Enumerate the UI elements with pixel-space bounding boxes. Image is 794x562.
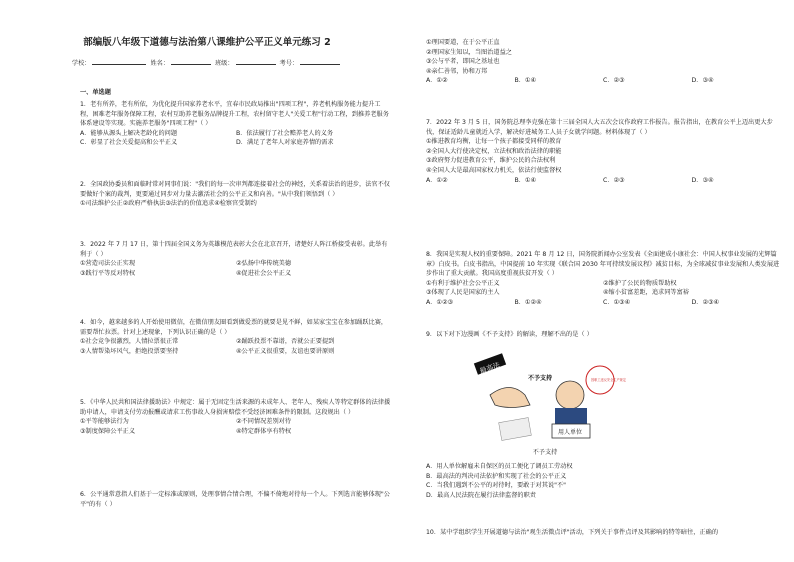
- question-5: [80, 398, 392, 436]
- question-stem: 7．2022 年 3 月 5 日，国务院总理李克强在第十三届全国人大五次会议作政府工作报告。报告指出，在教育公平上迈出更大步伐，保证适龄儿童就近入学，解决好进城务工人员子女就学问题。材料体现了（ ）: [426, 119, 773, 136]
- option[interactable]: ①有利于维护社会公平正义: [426, 279, 500, 287]
- id-label: 考号：: [279, 60, 299, 67]
- choice[interactable]: B．①②④: [514, 299, 542, 307]
- student-info-line: [20, 58, 394, 69]
- choice[interactable]: A．①②③: [426, 299, 454, 307]
- id-field[interactable]: [300, 58, 340, 65]
- name-label: 姓名：: [150, 60, 170, 67]
- choice[interactable]: D．②③④: [691, 299, 720, 307]
- option[interactable]: ②理国家生知以，当图治道益之: [426, 48, 512, 56]
- option[interactable]: B．依法履行了社会赡养老人的义务: [236, 129, 334, 137]
- option[interactable]: ①社会竞争很激烈，人情拉票很正常: [80, 338, 179, 346]
- option[interactable]: C．当我们遇到不公平的对待时，要敢于对其说"不": [426, 482, 566, 490]
- option[interactable]: B．最高法的判决司法依护和实现了社会的公平正义: [426, 472, 567, 480]
- question-4: [80, 318, 392, 356]
- option[interactable]: ④特定群体享有特权: [236, 427, 292, 435]
- cartoon-document-text: 因职工违反安全生产规定: [591, 378, 627, 382]
- option[interactable]: ①营造司法公正实现: [80, 260, 136, 268]
- option[interactable]: ②不同情况差别对待: [236, 418, 292, 426]
- question-8: [426, 250, 780, 308]
- question-stem: 8．我国是实现人权的重要保障。2021 年 8 月 12 日，国务院新闻办公室发表《全面建成小康社会：中国人权事业发展的光辉篇章》白皮书。白皮书指出，中国提前 10 年实现《联合国 2030 年可持续发展议程》减贫目标，为全球减贫事业发展和人类发展进步作出了重大贡献。我国高度重视扶贫开发（ ）: [426, 251, 780, 278]
- option[interactable]: ②全国人大行使决定权，立法权和政治法律的职能: [426, 147, 562, 155]
- question-1: [80, 100, 392, 148]
- question-stem: 6．公平通常意指人们基于一定标准或原则，处理事情合情合理，不偏不倚地对待每一个人。下列选言能够体现"公平"的有（ ）: [80, 491, 390, 508]
- choice[interactable]: C．②③: [603, 176, 625, 184]
- name-field[interactable]: [171, 58, 211, 65]
- option[interactable]: ②维护了公民的物质帮助权: [603, 279, 677, 287]
- option[interactable]: D．满足了老年人对家庭养情的需求: [236, 139, 334, 147]
- option[interactable]: ①推进教育均衡，让每一个孩子都接受同样的教育: [426, 138, 562, 146]
- option[interactable]: ④亲仁善邻，协和万邦: [426, 67, 488, 75]
- question-stem: 4．如今，越来越多的人开始使用微信，在微信朋友圈看到做爱票的就要是见不鲜，如某家宝宝在参加踊跃比赛，需要帮忙拉票。针对上述现象，下列认识正确的是（ ）: [80, 319, 388, 336]
- option[interactable]: ④促进社会公平正义: [236, 269, 292, 277]
- question-stem: 2．全国政协委员和面临时常对同事们说："我们的每一次审判都连接着社会的神经，关系着法治的进步，法官不仅要做好个案的裁判，更要通过同步对力量去激活社会的公平正义和向善。"从中我们领悟到（ ）: [80, 181, 390, 198]
- option[interactable]: ①平等能够法行为: [80, 418, 129, 426]
- option[interactable]: ③人情帮染坏风气，拒绝投票要坚持: [80, 347, 179, 355]
- option[interactable]: ④全国人大是最高国家权力机关，依法行使监督权: [426, 167, 562, 175]
- question-6-options: [426, 38, 780, 86]
- question-stem: 9．以下对下边漫画《不予支持》的解读，理解不出的是（ ）: [426, 331, 593, 338]
- question-10: [426, 528, 780, 538]
- question-stem: 1．老有所养，老有所依，为优化提升国家养老水平，宜春市民政局推出"四项工程"，养老机构服务能力提升工程，困难老年服务保障工程，农村互助养老服务品牌提升工程，农村留守老人"关爱工程"行动工程，到推养老服务体系建设等实现。实施养老服务"四项工程"（ ）: [80, 101, 389, 128]
- question-stem: 5．《中华人民共和国法律援助法》中规定：属于无固定生活来源的未成年人、老年人、残疾人等特定群体的法律援助申请人，申请支付劳动报酬或请求工伤事故人身损害赔偿不受经济困难条件的限制。这段规出（ ）: [80, 399, 391, 416]
- cartoon-desk-text: 用人单位: [558, 429, 583, 436]
- choice[interactable]: D．③④: [691, 77, 714, 85]
- option[interactable]: ③公与平者，即国之基址也: [426, 58, 500, 66]
- option[interactable]: ④公平正义很重要，友谊也要讲原则: [236, 347, 335, 355]
- class-field[interactable]: [236, 58, 276, 65]
- choice[interactable]: A．①②: [426, 77, 448, 85]
- option[interactable]: ③政府努力促进教育公平，维护公民的合法权利: [426, 157, 556, 165]
- choice[interactable]: D．③④: [691, 176, 714, 184]
- option[interactable]: C．彰显了社会关爱提高和公平正义: [80, 139, 178, 147]
- question-9: [426, 330, 780, 340]
- cartoon-sign-text: 最高法: [478, 360, 502, 376]
- question-stem: 10．某中学组织学生开展道德与法治"观生活微点评"活动，下列关于事件点评及其影响的特等暗往，正确的: [426, 529, 719, 536]
- question-6: [80, 490, 392, 509]
- choice[interactable]: C．①③④: [603, 299, 631, 307]
- option[interactable]: ③体现了人民是国家的主人: [426, 289, 500, 297]
- question-3: [80, 240, 392, 278]
- option[interactable]: ④缩小贫富差距，追求同等富裕: [603, 289, 689, 297]
- option[interactable]: ①理国要道，在于公平正直: [426, 39, 500, 46]
- class-label: 班级：: [214, 60, 234, 67]
- choice[interactable]: A．①②: [426, 176, 448, 184]
- question-2: [80, 180, 392, 209]
- section-heading: 一、单选题: [80, 89, 111, 96]
- cartoon-banner-text: 不予支持: [528, 375, 553, 382]
- choice[interactable]: B．①④: [514, 77, 537, 85]
- school-label: 学校：: [71, 60, 91, 67]
- option[interactable]: ②弘扬中华传统美德: [236, 260, 292, 268]
- option[interactable]: A．能够从源头上解决老龄化的问题: [80, 129, 178, 137]
- page-title: 部编版八年级下道德与法治第八课维护公平正义单元练习 2: [83, 37, 331, 48]
- choice[interactable]: C．②③: [603, 77, 625, 85]
- option[interactable]: A．用人单位解雇未自保区的员工便化了调员工劳动权: [426, 463, 573, 470]
- cartoon-illustration: [470, 350, 627, 450]
- option[interactable]: ②踊跃投票不靠谱，否就公正要提到: [236, 338, 335, 346]
- cartoon-caption: 不予支持: [532, 449, 558, 456]
- question-9-options: [426, 462, 780, 500]
- cartoon-person-head: [556, 381, 584, 409]
- question-7: [426, 118, 780, 185]
- question-stem: 3．2022 年 7 月 17 日，第十四届全国义务为英雄模范表彰大会在北京召开，诸楚好人阵江桥接受表彰。此举有利于（ ）: [80, 241, 388, 258]
- option[interactable]: ①司法维护公正②政府严格执法③法治的价值追求④检察官受制约: [80, 200, 257, 208]
- option[interactable]: D．最高人民法院在履行法律监督的职责: [426, 491, 536, 499]
- choice[interactable]: B．①④: [514, 176, 537, 184]
- school-field[interactable]: [92, 58, 146, 65]
- option[interactable]: ③制度保障公平正义: [80, 427, 136, 435]
- option[interactable]: ③践行平等反对特权: [80, 269, 136, 277]
